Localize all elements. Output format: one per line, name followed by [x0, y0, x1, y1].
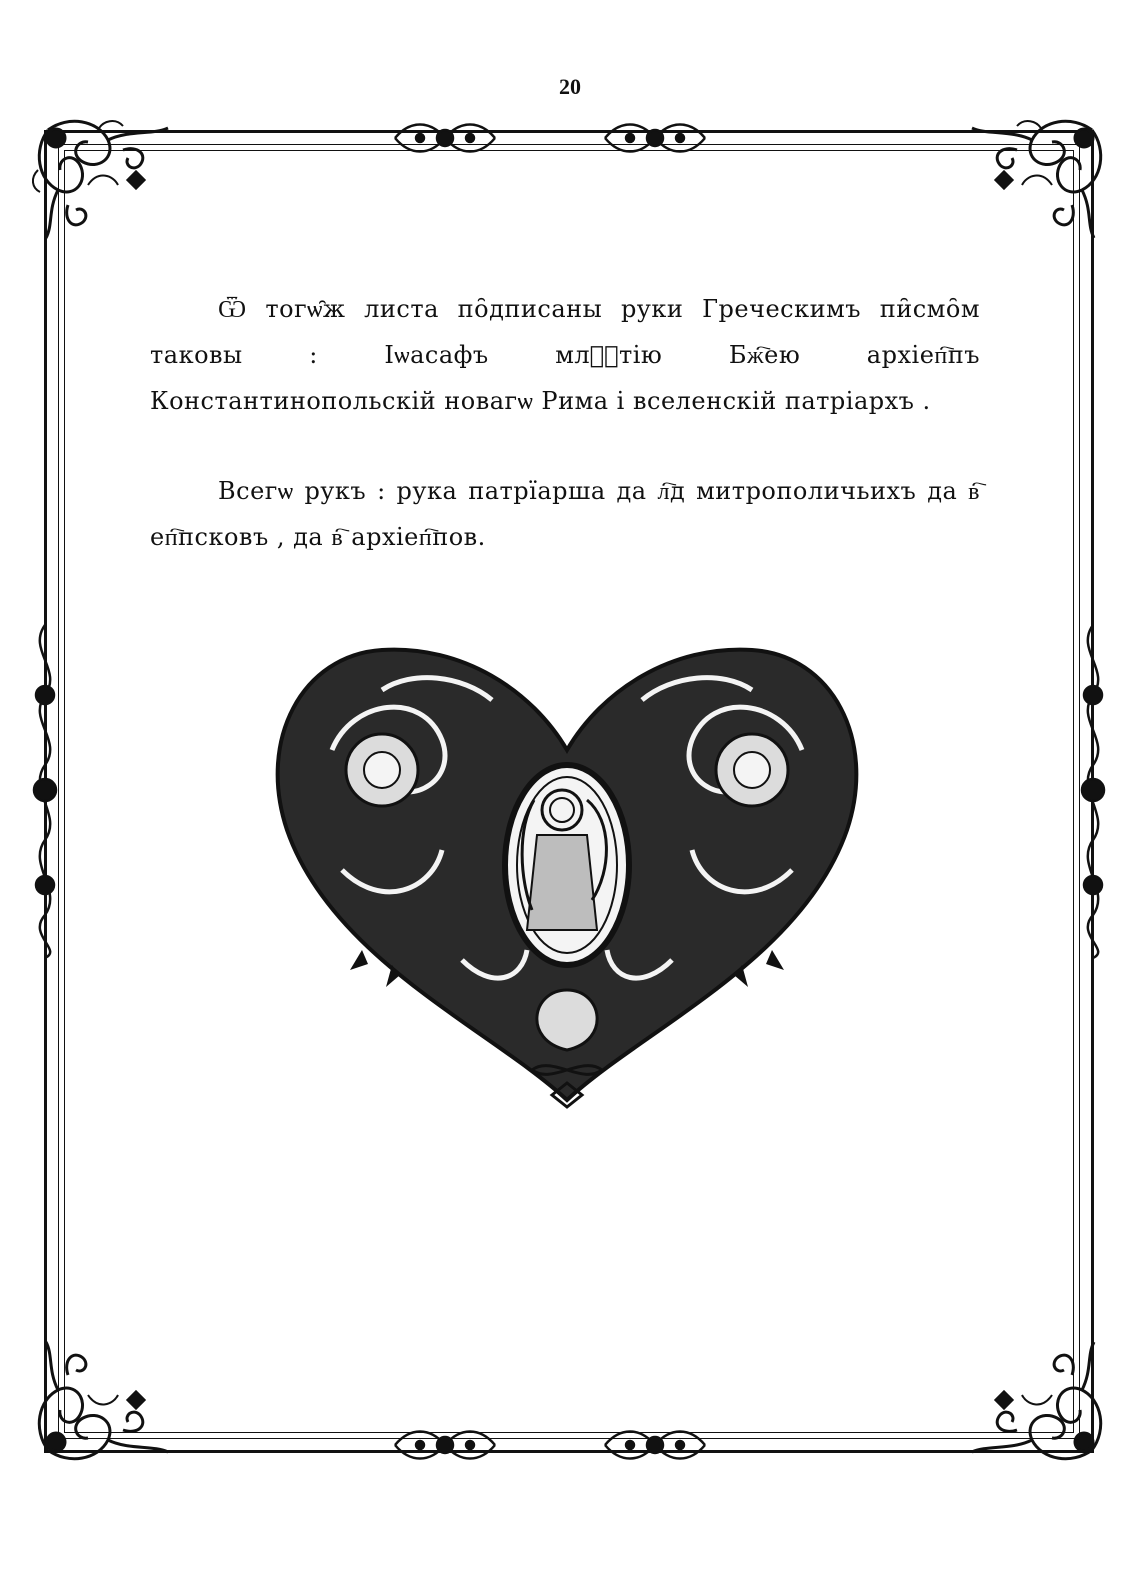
paragraph-signatures: Ѿ тогѡ̑ж листа по̑дписаны руки Греческимъ пи̑смо̑м таковы : Іѡасафъ млⷭ҇тію Бж҇ею архіеп҇пъ Константинопольскій новагѡ Рима і вселенскій патріархъ .: [150, 295, 980, 415]
corner-flourish-icon: [962, 110, 1112, 240]
heart-vignette-ornament: [262, 630, 872, 1120]
heart-vignette-icon: [262, 630, 872, 1120]
corner-flourish-icon: [28, 1340, 178, 1470]
side-flourish-icon: [1070, 620, 1116, 960]
rosette-ornament-icon: [390, 115, 500, 161]
corner-flourish-icon: [28, 110, 178, 240]
paragraph-total-hands: Всегѡ рукъ : рука патрїарша да л҇д митрополичьихъ да в҇ еп҇псковъ , да в҇ архіеп҇пов.: [150, 477, 980, 551]
rosette-ornament-icon: [390, 1422, 500, 1468]
page-number: 20: [559, 74, 581, 99]
corner-flourish-icon: [962, 1340, 1112, 1470]
rosette-ornament-icon: [600, 1422, 710, 1468]
side-flourish-icon: [22, 620, 68, 960]
rosette-ornament-icon: [600, 115, 710, 161]
